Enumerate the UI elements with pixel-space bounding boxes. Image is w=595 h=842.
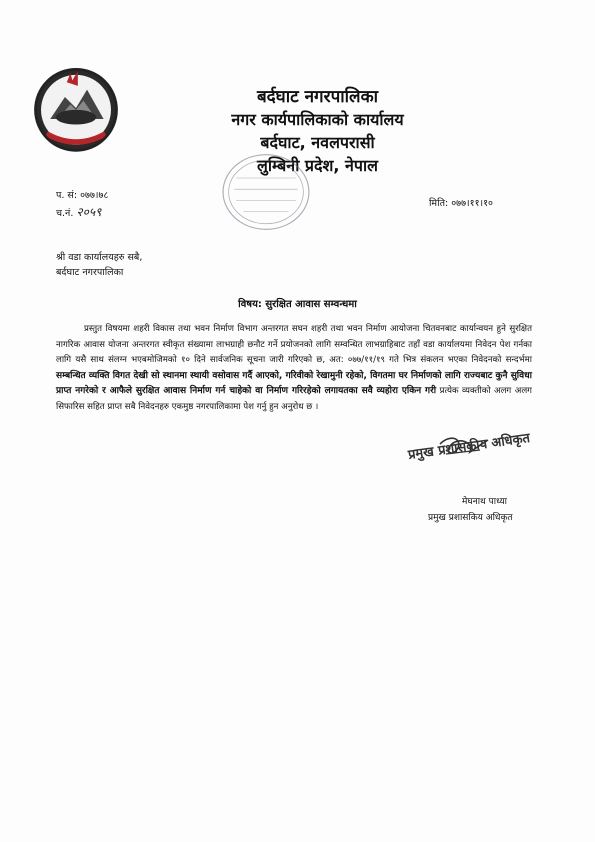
patra-sankhya (56, 188, 108, 201)
municipality-name: बर्दघाट नगरपालिका (256, 87, 379, 107)
letter-subject: विषय: सुरक्षित आवास सम्वन्धमा (238, 299, 357, 310)
date-value: ०७७।११।१० (451, 198, 493, 209)
body-part-3: प्रत्येक व्यक्तीको अलग अलग सिफारिस सहित प्राप्त सबै निवेदनहरु एकमुष्ठ नगरपालिकामा पेश गर्नु हुन अनुरोध छ । (56, 386, 532, 412)
body-part-1: प्रस्तुत विषयमा शहरी विकास तथा भवन निर्माण विभाग अन्तरगत सघन शहरी तथा भवन निर्माण आयोजना चितवनबाट कार्यान्वयन हुने सुरक्षित नागरिक आवास योजना अन्तरगत स्वीकृत संख्यामा लाभग्राही छनौट गर्ने प्रयोजनको लागि सम्वन्धित लाभग्राहिबाट तहाँ वडा कार्यालयमा निवेदन पेश गर्नका लागि यसै साथ संलग्न भएबमोजिमको १० दिने सार्वजनिक सूचना जारी गरिएको छ, अत: ०७७/११/१९ गते भित्र संकलन भएका निवेदनको सन्दर्भमा (56, 324, 532, 365)
chalani-label: च.नं. (56, 208, 74, 219)
body-part-2: सम्बन्धित व्यक्ति विगत देखी सो स्थानमा स्थायी वसोवास गर्दै आएको, गरिवीको रेखामुनी रहेको, विगतमा घर निर्माणको लागि राज्यबाट कुनै सुविधा प्राप्त नगरेको र आफैले सुरक्षित आवास निर्माण गर्न चाहेको वा निर्माण गरिरहेको लगायतका सवै व्यहोरा एकिन गरी (56, 370, 532, 396)
letter-date (429, 196, 493, 209)
letter-body (56, 322, 532, 415)
office-name: नगर कार्यपालिकाको कार्यालय (231, 110, 404, 129)
province-country: लुम्बिनी प्रदेश, नेपाल (256, 156, 378, 175)
signer-title: प्रमुख प्रशासकिय अधिकृत (428, 513, 513, 523)
signature-stamp-title: प्रमुख प्रशासकीय अधिकृत (407, 430, 531, 463)
addressee-line-2: बर्दघाट नगरपालिका (56, 267, 124, 278)
office-stamp (218, 150, 314, 234)
patra-label: प. सं: (56, 190, 78, 201)
date-label: मिति: (428, 198, 449, 209)
chalani-value: २०५९ (76, 205, 102, 219)
office-location: बर्दघाट, नवलपरासी (260, 133, 375, 152)
signer-name: मेघनाथ पाध्या (462, 497, 508, 507)
chalani-number (56, 203, 101, 220)
addressee-line-1: श्री वडा कार्यालयहरु सबै, (56, 252, 143, 263)
patra-value: ०७७।७८ (80, 190, 109, 201)
